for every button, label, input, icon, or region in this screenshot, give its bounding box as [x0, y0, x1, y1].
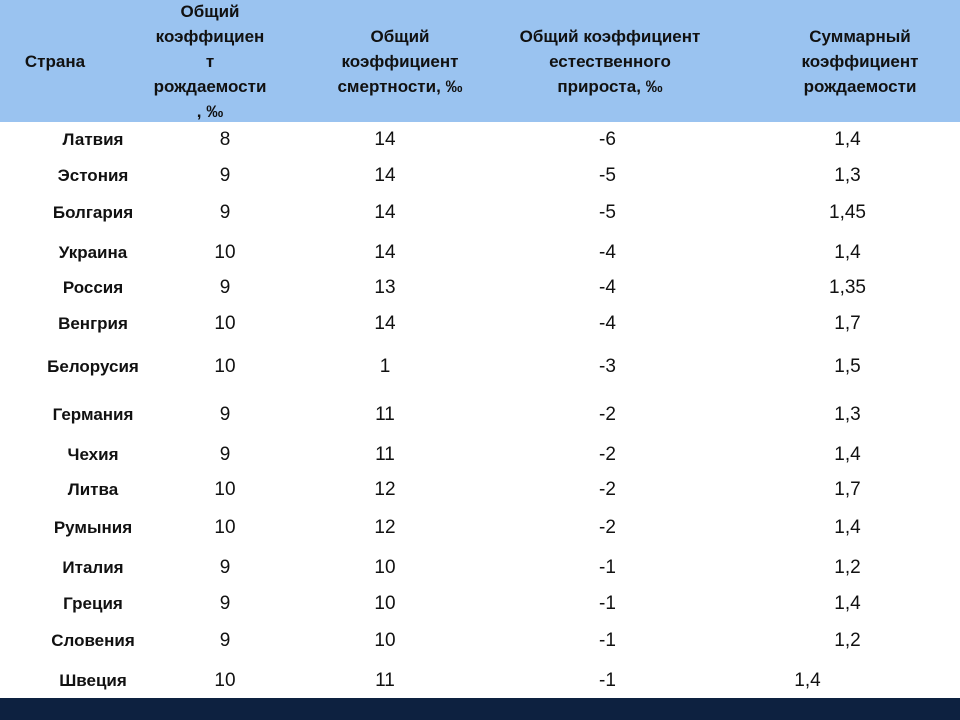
cell-total-fertility: 1,4 — [834, 593, 861, 614]
cell-death-rate: 14 — [374, 165, 396, 186]
table-row — [0, 437, 960, 473]
cell-natural-increase: -3 — [599, 356, 616, 377]
cell-death-rate: 1 — [379, 356, 391, 377]
cell-birth-rate: 10 — [214, 517, 236, 538]
cell-total-fertility: 1,5 — [834, 356, 861, 377]
table-header — [0, 0, 960, 122]
cell-country: Словения — [51, 631, 135, 650]
cell-natural-increase: -5 — [599, 165, 616, 186]
table-row — [0, 270, 960, 306]
cell-birth-rate: 8 — [219, 129, 231, 150]
cell-birth-rate: 9 — [219, 165, 231, 186]
cell-natural-increase: -2 — [599, 517, 616, 538]
cell-birth-rate: 9 — [219, 202, 231, 223]
cell-natural-increase: -4 — [599, 242, 616, 263]
cell-birth-rate: 10 — [214, 313, 236, 334]
cell-country: Чехия — [67, 445, 119, 464]
cell-total-fertility: 1,4 — [834, 129, 861, 150]
table-row — [0, 195, 960, 231]
cell-death-rate: 13 — [374, 277, 396, 298]
table-row — [0, 122, 960, 158]
cell-total-fertility: 1,7 — [834, 479, 861, 500]
cell-total-fertility: 1,4 — [834, 517, 861, 538]
cell-total-fertility: 1,4 — [794, 670, 821, 691]
header-birth-rate: Общий коэффициен т рождаемости , ‰ — [153, 1, 267, 121]
cell-total-fertility: 1,45 — [829, 202, 866, 223]
table-row — [0, 306, 960, 342]
cell-country: Румыния — [53, 518, 133, 537]
table-row — [0, 235, 960, 271]
table-row — [0, 397, 960, 433]
cell-natural-increase: -1 — [599, 630, 616, 651]
cell-country: Литва — [67, 480, 119, 499]
cell-natural-increase: -4 — [599, 277, 616, 298]
table-row — [0, 472, 960, 508]
cell-birth-rate: 10 — [214, 670, 236, 691]
cell-natural-increase: -2 — [599, 479, 616, 500]
cell-birth-rate: 9 — [219, 404, 231, 425]
cell-death-rate: 14 — [374, 242, 396, 263]
table-row — [0, 663, 960, 699]
cell-country: Украина — [58, 243, 128, 262]
cell-country: Германия — [52, 405, 134, 424]
cell-death-rate: 10 — [374, 630, 396, 651]
table-row — [0, 510, 960, 546]
cell-birth-rate: 10 — [214, 356, 236, 377]
cell-death-rate: 10 — [374, 593, 396, 614]
cell-death-rate: 11 — [375, 444, 395, 465]
cell-country: Швеция — [59, 671, 127, 690]
cell-natural-increase: -6 — [599, 129, 616, 150]
cell-death-rate: 11 — [375, 404, 395, 425]
cell-total-fertility: 1,3 — [834, 404, 861, 425]
header-death-rate: Общий коэффициент смертности, ‰ — [337, 26, 463, 96]
cell-country: Греция — [63, 594, 123, 613]
header-total-fertility: Суммарный коэффициент рождаемости — [801, 26, 919, 96]
cell-country: Латвия — [62, 130, 124, 149]
cell-birth-rate: 10 — [214, 242, 236, 263]
cell-total-fertility: 1,35 — [829, 277, 866, 298]
cell-death-rate: 14 — [374, 313, 396, 334]
cell-birth-rate: 9 — [219, 444, 231, 465]
cell-natural-increase: -1 — [599, 593, 616, 614]
cell-natural-increase: -1 — [599, 557, 616, 578]
cell-death-rate: 12 — [374, 517, 396, 538]
cell-total-fertility: 1,2 — [834, 557, 861, 578]
cell-natural-increase: -1 — [599, 670, 616, 691]
table-row — [0, 349, 960, 385]
table-row — [0, 158, 960, 194]
cell-natural-increase: -2 — [599, 404, 616, 425]
cell-birth-rate: 9 — [219, 277, 231, 298]
cell-birth-rate: 10 — [214, 479, 236, 500]
cell-birth-rate: 9 — [219, 557, 231, 578]
footer-bar — [0, 698, 960, 720]
cell-country: Венгрия — [58, 314, 128, 333]
cell-birth-rate: 9 — [219, 630, 231, 651]
cell-total-fertility: 1,4 — [834, 242, 861, 263]
header-country: Страна — [24, 51, 86, 71]
cell-total-fertility: 1,7 — [834, 313, 861, 334]
header-natural-increase: Общий коэффициент естественного прироста, ‰ — [519, 26, 701, 96]
cell-death-rate: 12 — [374, 479, 396, 500]
cell-death-rate: 10 — [374, 557, 396, 578]
cell-death-rate: 11 — [375, 670, 395, 691]
cell-birth-rate: 9 — [219, 593, 231, 614]
table-row — [0, 623, 960, 659]
cell-total-fertility: 1,4 — [834, 444, 861, 465]
cell-country: Россия — [62, 278, 124, 297]
cell-death-rate: 14 — [374, 129, 396, 150]
table-row — [0, 586, 960, 622]
cell-total-fertility: 1,3 — [834, 165, 861, 186]
cell-natural-increase: -2 — [599, 444, 616, 465]
cell-death-rate: 14 — [374, 202, 396, 223]
cell-natural-increase: -4 — [599, 313, 616, 334]
table-row — [0, 550, 960, 586]
cell-country: Италия — [62, 558, 124, 577]
cell-natural-increase: -5 — [599, 202, 616, 223]
cell-country: Белорусия — [47, 357, 139, 376]
cell-country: Болгария — [52, 203, 134, 222]
cell-total-fertility: 1,2 — [834, 630, 861, 651]
cell-country: Эстония — [57, 166, 129, 185]
